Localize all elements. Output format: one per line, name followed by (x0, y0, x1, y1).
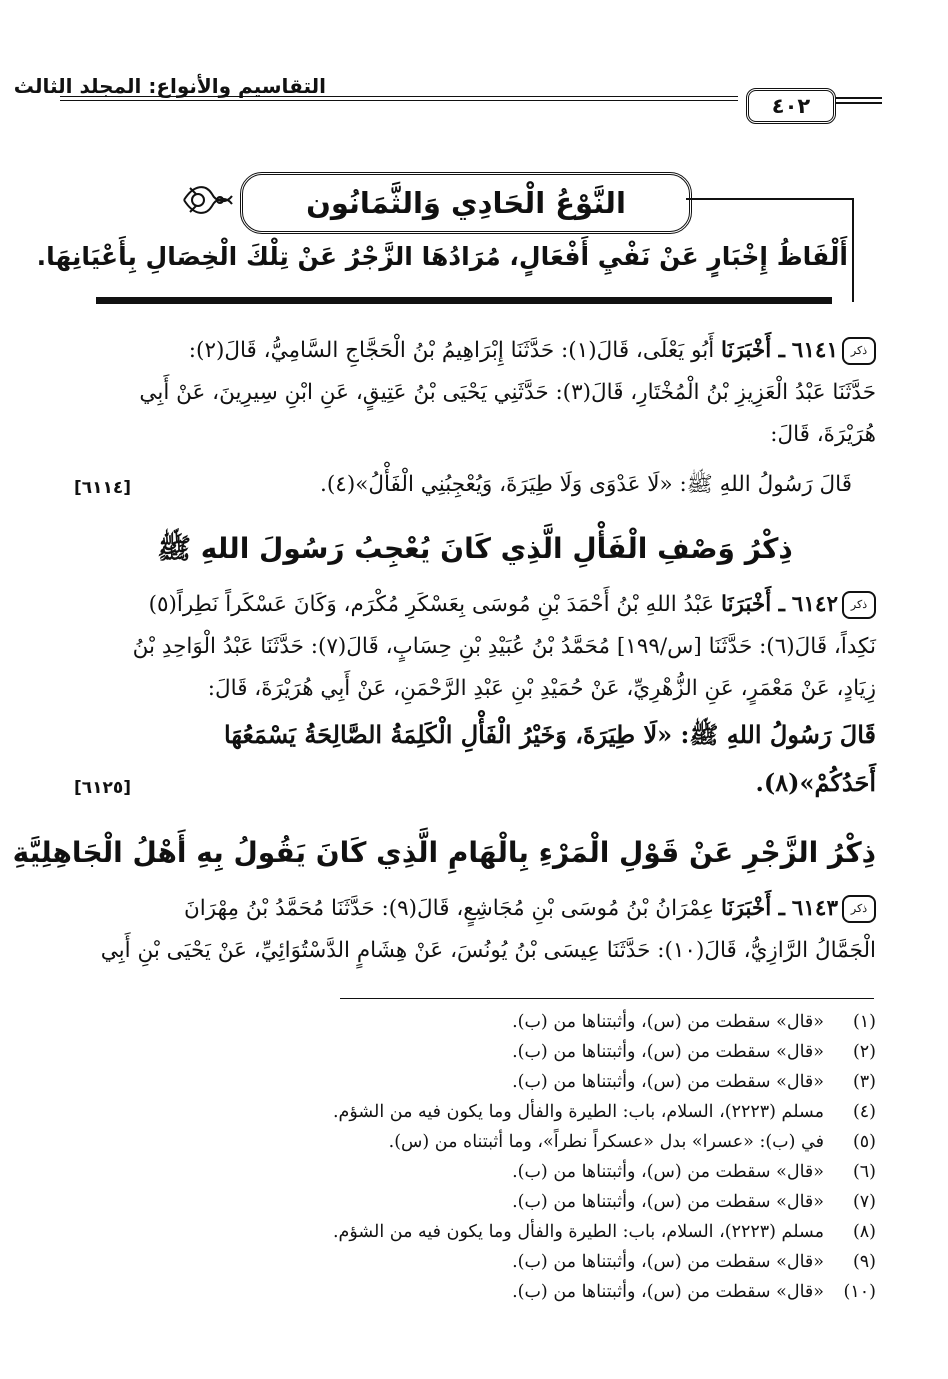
hadith-number: ٦١٤٢ (791, 592, 838, 617)
chapter-title: النَّوْعُ الْحَادِي وَالثَّمَانُون (240, 172, 692, 234)
hadith-matn: أَحَدُكُمْ»(٨). (755, 768, 876, 797)
hadith-reference: [٦١٢٥] (74, 778, 132, 798)
hadith-matn: قَالَ رَسُولُ اللهِ ﷺ: «لَا طِيَرَةَ، وَخَيْرُ الْفَأْلِ الْكَلِمَةُ الصَّالِحَةُ يَسْمَعُهَا (224, 720, 876, 749)
hadith-line: هُرَيْرَةَ، قَالَ: (770, 422, 876, 447)
hadith-lead: ـ أَخْبَرَنَا (721, 338, 785, 363)
page-number: ٤٠٢ (746, 88, 836, 124)
header-rule-right (836, 97, 882, 99)
footnote: (٩)«قال» سقطت من (س)، وأثبتناها من (ب). (512, 1252, 876, 1272)
hadith-matn: قَالَ رَسُولُ اللهِ ﷺ: «لَا عَدْوَى وَلَا طِيَرَةَ، وَيُعْجِبُنِي الْفَأْلُ»(٤). (320, 472, 852, 497)
hadith-line: حَدَّثَنَا عَبْدُ الْعَزِيزِ بْنُ الْمُخْتَارِ، قَالَ(٣): حَدَّثَنِي يَحْيَى بْنُ عَتِيقٍ، عَنِ ابْنِ سِيرِينَ، عَنْ أَبِي (139, 380, 876, 405)
hadith-number: ٦١٤١ (791, 338, 838, 363)
hadith-line (74, 590, 876, 620)
hadith-line: نَكِداً، قَالَ(٦): حَدَّثَنَا [س/١٩٩] مُحَمَّدُ بْنُ عُبَيْدِ بْنِ حِسَابٍ، قَالَ(٧): حَدَّثَنَا عَبْدُ الْوَاحِدِ بْنُ (132, 634, 876, 659)
footnote: (٣)«قال» سقطت من (س)، وأثبتناها من (ب). (512, 1072, 876, 1092)
section-heading: ذِكْرُ الزَّجْرِ عَنْ قَوْلِ الْمَرْءِ بِالْهَامِ الَّذِي كَانَ يَقُولُ بِهِ أَهْلُ الْجَاهِلِيَّةِ (12, 836, 876, 869)
header-rule-lower (60, 100, 738, 101)
hadith-line (74, 336, 876, 366)
hadith-badge-icon: ذكر (842, 337, 876, 365)
hadith-line (74, 894, 876, 924)
chapter-frame-top (686, 198, 852, 200)
chapter-divider (96, 297, 832, 304)
section-heading: ذِكْرُ وَصْفِ الْفَأْلِ الَّذِي كَانَ يُعْجِبُ رَسُولَ اللهِ ﷺ (157, 532, 793, 565)
footnote: (١)«قال» سقطت من (س)، وأثبتناها من (ب). (512, 1012, 876, 1032)
hadith-lead: ـ أَخْبَرَنَا (721, 896, 785, 921)
footnote: (٦)«قال» سقطت من (س)، وأثبتناها من (ب). (512, 1162, 876, 1182)
hadith-text: عِمْرَانُ بْنُ مُوسَى بْنِ مُجَاشِعٍ، قَالَ(٩): حَدَّثَنَا مُحَمَّدُ بْنُ مِهْرَانَ (184, 896, 715, 921)
hadith-text: عَبْدُ اللهِ بْنُ أَحْمَدَ بْنِ مُوسَى بِعَسْكَرِ مُكْرَم، وَكَانَ عَسْكَراً نَطِراً(٥) (148, 592, 715, 617)
running-title: التقاسيم والأنواع: المجلد الثالث (13, 74, 326, 98)
hadith-badge-icon: ذكر (842, 591, 876, 619)
footnote: (٢)«قال» سقطت من (س)، وأثبتناها من (ب). (512, 1042, 876, 1062)
chapter-frame-side (852, 198, 854, 302)
hadith-lead: ـ أَخْبَرَنَا (721, 592, 785, 617)
footnote-separator (340, 998, 874, 999)
hadith-reference: [٦١١٤] (74, 478, 132, 498)
hadith-number: ٦١٤٣ (791, 896, 838, 921)
header-rule (60, 96, 738, 97)
footnote: (١٠)«قال» سقطت من (س)، وأثبتناها من (ب). (512, 1282, 876, 1302)
footnote: (٧)«قال» سقطت من (س)، وأثبتناها من (ب). (512, 1192, 876, 1212)
footnote: (٥)في (ب): «عسرا» بدل «عسكراً نطراً»، وما أثبتناه من (س). (388, 1132, 876, 1152)
hadith-badge-icon: ذكر (842, 895, 876, 923)
chapter-subtitle: أَلْفَاظُ إِخْبَارٍ عَنْ نَفْيِ أَفْعَالٍ، مُرَادُهَا الزَّجْرُ عَنْ تِلْكَ الْخِصَالِ بِأَعْيَانِهَا. (36, 242, 848, 271)
hadith-line: زِيَادٍ، عَنْ مَعْمَرٍ، عَنِ الزُّهْرِيِّ، عَنْ حُمَيْدِ بْنِ عَبْدِ الرَّحْمَنِ، عَنْ أَبِي هُرَيْرَةَ، قَالَ: (207, 676, 876, 701)
hadith-line: الْجَمَّالُ الرَّازِيُّ، قَالَ(١٠): حَدَّثَنَا عِيسَى بْنُ يُونُسَ، عَنْ هِشَامٍ الدَّسْتُوَائِيِّ، عَنْ يَحْيَى بْنِ أَبِي (100, 938, 876, 963)
footnote: (٨)مسلم (٢٢٢٣)، السلام، باب: الطيرة والفأل وما يكون فيه من الشؤم. (332, 1222, 876, 1242)
floral-ornament-icon (176, 170, 236, 230)
footnote: (٤)مسلم (٢٢٢٣)، السلام، باب: الطيرة والفأل وما يكون فيه من الشؤم. (332, 1102, 876, 1122)
header-rule-right-lower (836, 102, 882, 104)
hadith-text: أَبُو يَعْلَى، قَالَ(١): حَدَّثَنَا إِبْرَاهِيمُ بْنُ الْحَجَّاجِ السَّامِيُّ، قَالَ(٢): (188, 338, 715, 363)
